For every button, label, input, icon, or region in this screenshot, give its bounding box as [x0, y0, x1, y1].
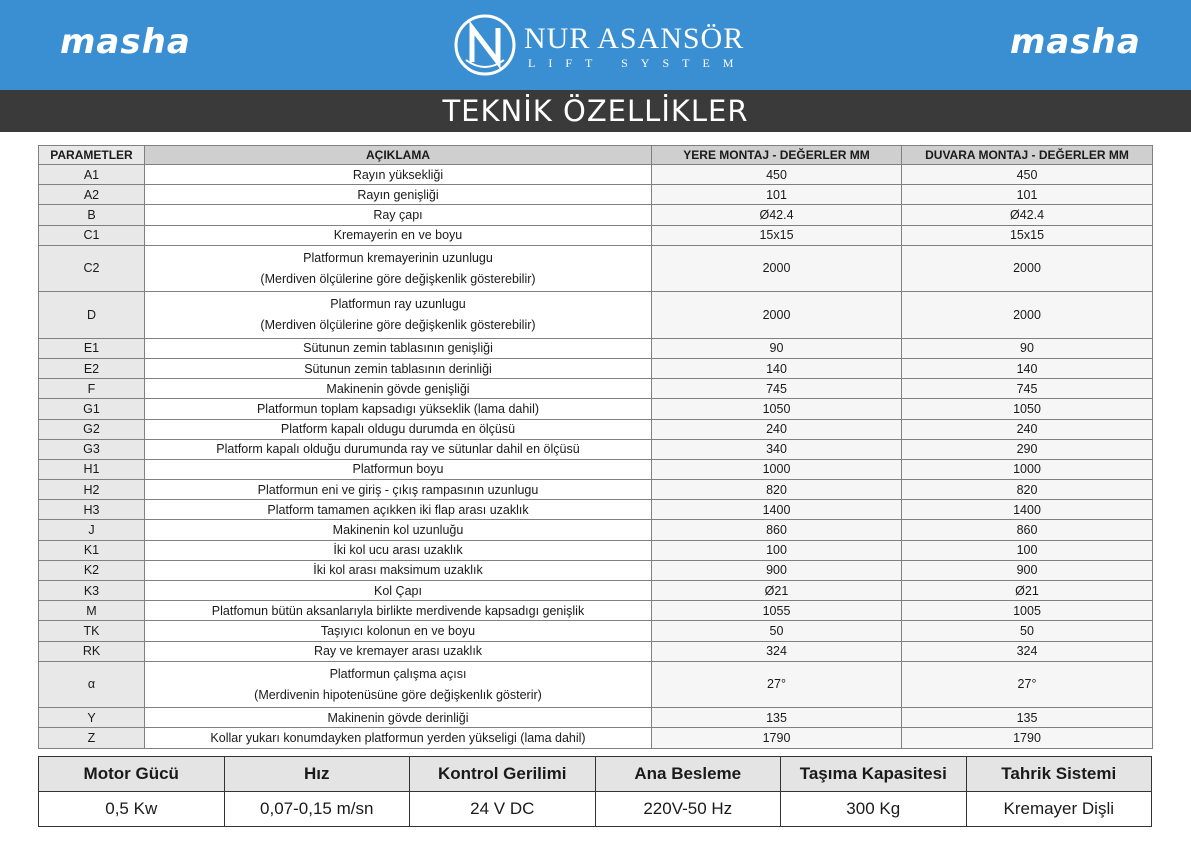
row-parameter-code: E1: [39, 338, 145, 358]
row-floor-mount-value: 1400: [652, 500, 902, 520]
row-parameter-code: H1: [39, 459, 145, 479]
row-description-line: Platformun çalışma açısı: [329, 666, 467, 681]
row-floor-mount-value: 240: [652, 419, 902, 439]
row-description-line: Platformun toplam kapsadıgı yükseklik (lama dahil): [256, 401, 540, 416]
row-description-line: Platformun eni ve giriş - çıkış rampasının uzunlugu: [257, 482, 539, 497]
row-description-line: Platformun kremayerinin uzunlugu: [303, 250, 493, 265]
column-header-wall-mount: DUVARA MONTAJ - DEĞERLER MM: [902, 146, 1153, 165]
summary-header-capacity: Taşıma Kapasitesi: [781, 757, 967, 792]
row-parameter-code: H3: [39, 500, 145, 520]
row-description-line: Platform kapalı olduğu durumunda ray ve sütunlar dahil en ölçüsü: [216, 442, 580, 457]
row-description: [145, 292, 652, 339]
table-row: [39, 560, 1153, 580]
row-wall-mount-value: Ø21: [902, 581, 1153, 601]
summary-value-capacity: 300 Kg: [781, 792, 967, 827]
table-row: [39, 581, 1153, 601]
row-description-line: Kol Çapı: [374, 583, 422, 598]
row-parameter-code: A1: [39, 165, 145, 185]
row-floor-mount-value: 101: [652, 185, 902, 205]
row-wall-mount-value: 101: [902, 185, 1153, 205]
row-description: [145, 205, 652, 225]
row-wall-mount-value: 450: [902, 165, 1153, 185]
table-row: [39, 358, 1153, 378]
row-description: [145, 165, 652, 185]
table-row: [39, 205, 1153, 225]
row-description: [145, 358, 652, 378]
column-header-parameter: PARAMETLER: [39, 146, 145, 165]
company-logo: [452, 12, 752, 78]
table-row: [39, 419, 1153, 439]
spec-table-header-row: [39, 146, 1153, 165]
row-description: [145, 581, 652, 601]
row-wall-mount-value: 324: [902, 641, 1153, 661]
row-description-line: Rayın genişliği: [357, 187, 439, 202]
row-description: [145, 379, 652, 399]
table-row: [39, 708, 1153, 728]
summary-value-row: [39, 792, 1152, 827]
row-description-line: Makinenin gövde genişliği: [326, 381, 470, 396]
row-description-line: Makinenin gövde derinliği: [327, 710, 469, 725]
row-floor-mount-value: 1790: [652, 728, 902, 748]
summary-header-control-voltage: Kontrol Gerilimi: [410, 757, 596, 792]
row-wall-mount-value: Ø42.4: [902, 205, 1153, 225]
row-description-line: Platform kapalı oldugu durumda en ölçüsü: [280, 422, 516, 437]
logo-company-name: NUR ASANSÖR: [524, 22, 745, 55]
summary-value-motor-power: 0,5 Kw: [39, 792, 225, 827]
row-floor-mount-value: 50: [652, 621, 902, 641]
row-description-line: Ray çapı: [373, 207, 423, 222]
row-wall-mount-value: 745: [902, 379, 1153, 399]
row-description: [145, 708, 652, 728]
row-floor-mount-value: Ø21: [652, 581, 902, 601]
row-description-line: Sütunun zemin tablasının genişliği: [303, 341, 493, 356]
row-parameter-code: M: [39, 601, 145, 621]
row-parameter-code: TK: [39, 621, 145, 641]
row-wall-mount-value: 2000: [902, 245, 1153, 292]
summary-value-main-supply: 220V-50 Hz: [595, 792, 781, 827]
row-wall-mount-value: 1790: [902, 728, 1153, 748]
row-parameter-code: G3: [39, 439, 145, 459]
row-wall-mount-value: 820: [902, 480, 1153, 500]
row-floor-mount-value: 2000: [652, 292, 902, 339]
row-description-line: Makinenin kol uzunluğu: [332, 523, 464, 538]
row-floor-mount-value: 450: [652, 165, 902, 185]
summary-header-speed: Hız: [224, 757, 410, 792]
table-row: [39, 165, 1153, 185]
row-parameter-code: D: [39, 292, 145, 339]
table-row: [39, 641, 1153, 661]
row-description-line: İki kol ucu arası uzaklık: [333, 543, 463, 558]
row-description-line: Platform tamamen açıkken iki flap arası uzaklık: [267, 502, 529, 517]
row-wall-mount-value: 50: [902, 621, 1153, 641]
row-parameter-code: RK: [39, 641, 145, 661]
row-description: [145, 245, 652, 292]
row-description: [145, 728, 652, 748]
row-floor-mount-value: 1055: [652, 601, 902, 621]
summary-value-drive-system: Kremayer Dişli: [966, 792, 1152, 827]
spec-table: [38, 145, 1153, 749]
row-description: [145, 480, 652, 500]
row-floor-mount-value: Ø42.4: [652, 205, 902, 225]
row-description: [145, 621, 652, 641]
row-parameter-code: C1: [39, 225, 145, 245]
row-wall-mount-value: 15x15: [902, 225, 1153, 245]
row-description-line: Platformun ray uzunlugu: [330, 297, 466, 311]
row-parameter-code: K3: [39, 581, 145, 601]
column-header-description: AÇIKLAMA: [145, 146, 652, 165]
row-wall-mount-value: 2000: [902, 292, 1153, 339]
logo-emblem-icon: [452, 12, 518, 78]
table-row: [39, 728, 1153, 748]
row-description-line: Platfomun bütün aksanlarıyla birlikte merdivende kapsadıgı genişlik: [211, 603, 585, 618]
table-row: [39, 225, 1153, 245]
row-floor-mount-value: 900: [652, 560, 902, 580]
title-bar: [0, 90, 1191, 132]
row-parameter-code: A2: [39, 185, 145, 205]
row-description: [145, 500, 652, 520]
row-description-line: Kremayerin en ve boyu: [333, 228, 463, 243]
row-wall-mount-value: 290: [902, 439, 1153, 459]
row-wall-mount-value: 860: [902, 520, 1153, 540]
row-description: [145, 540, 652, 560]
row-description-line: Sütunun zemin tablasının derinliği: [304, 361, 492, 376]
table-row: [39, 601, 1153, 621]
row-parameter-code: Y: [39, 708, 145, 728]
logo-tagline: LIFT SYSTEM: [528, 56, 747, 70]
row-wall-mount-value: 900: [902, 560, 1153, 580]
row-wall-mount-value: 1005: [902, 601, 1153, 621]
row-description: [145, 661, 652, 708]
table-row: [39, 185, 1153, 205]
row-wall-mount-value: 135: [902, 708, 1153, 728]
table-row: [39, 245, 1153, 292]
brand-logo-right: masha: [1010, 22, 1141, 62]
summary-value-speed: 0,07-0,15 m/sn: [224, 792, 410, 827]
row-parameter-code: E2: [39, 358, 145, 378]
table-row: [39, 480, 1153, 500]
row-parameter-code: H2: [39, 480, 145, 500]
table-row: [39, 500, 1153, 520]
row-description: [145, 439, 652, 459]
row-parameter-code: Z: [39, 728, 145, 748]
table-row: [39, 399, 1153, 419]
row-floor-mount-value: 820: [652, 480, 902, 500]
summary-header-drive-system: Tahrik Sistemi: [966, 757, 1152, 792]
summary-header-main-supply: Ana Besleme: [595, 757, 781, 792]
row-description-note: (Merdiven ölçülerine göre değişkenlik gösterebilir): [260, 318, 536, 332]
row-description: [145, 399, 652, 419]
row-parameter-code: B: [39, 205, 145, 225]
row-floor-mount-value: 100: [652, 540, 902, 560]
row-wall-mount-value: 140: [902, 358, 1153, 378]
brand-logo-left: masha: [60, 22, 191, 62]
row-description: [145, 419, 652, 439]
header-bar: [0, 0, 1191, 90]
table-row: [39, 459, 1153, 479]
summary-header-motor-power: Motor Gücü: [39, 757, 225, 792]
row-floor-mount-value: 1050: [652, 399, 902, 419]
column-header-floor-mount: YERE MONTAJ - DEĞERLER MM: [652, 146, 902, 165]
row-parameter-code: α: [39, 661, 145, 708]
row-floor-mount-value: 860: [652, 520, 902, 540]
row-wall-mount-value: 1400: [902, 500, 1153, 520]
row-floor-mount-value: 745: [652, 379, 902, 399]
row-description-line: Taşıyıcı kolonun en ve boyu: [320, 623, 476, 638]
row-description-note: (Merdiven ölçülerine göre değişkenlik gösterebilir): [260, 271, 536, 286]
table-row: [39, 292, 1153, 339]
row-description-note: (Merdivenin hipotenüsüne göre değişkenlık gösterir): [254, 687, 542, 702]
table-row: [39, 439, 1153, 459]
row-floor-mount-value: 1000: [652, 459, 902, 479]
row-description: [145, 225, 652, 245]
table-row: [39, 520, 1153, 540]
row-description: [145, 338, 652, 358]
row-floor-mount-value: 2000: [652, 245, 902, 292]
row-description: [145, 185, 652, 205]
row-wall-mount-value: 100: [902, 540, 1153, 560]
row-description: [145, 560, 652, 580]
row-floor-mount-value: 135: [652, 708, 902, 728]
row-floor-mount-value: 140: [652, 358, 902, 378]
table-row: [39, 661, 1153, 708]
row-wall-mount-value: 1050: [902, 399, 1153, 419]
row-wall-mount-value: 1000: [902, 459, 1153, 479]
table-row: [39, 338, 1153, 358]
row-floor-mount-value: 15x15: [652, 225, 902, 245]
spec-table-body: [39, 165, 1153, 749]
row-floor-mount-value: 27°: [652, 661, 902, 708]
summary-header-row: [39, 757, 1152, 792]
row-parameter-code: G1: [39, 399, 145, 419]
row-description-line: Kollar yukarı konumdayken platformun yerden yükseligi (lama dahil): [210, 731, 586, 746]
row-floor-mount-value: 90: [652, 338, 902, 358]
row-wall-mount-value: 90: [902, 338, 1153, 358]
table-row: [39, 379, 1153, 399]
row-parameter-code: K2: [39, 560, 145, 580]
row-description-line: Rayın yüksekliği: [352, 167, 444, 182]
row-description: [145, 641, 652, 661]
row-wall-mount-value: 240: [902, 419, 1153, 439]
row-description: [145, 601, 652, 621]
row-parameter-code: K1: [39, 540, 145, 560]
row-description: [145, 459, 652, 479]
row-floor-mount-value: 340: [652, 439, 902, 459]
row-description-line: Platformun boyu: [352, 462, 444, 477]
row-wall-mount-value: 27°: [902, 661, 1153, 708]
table-row: [39, 621, 1153, 641]
row-parameter-code: J: [39, 520, 145, 540]
summary-value-control-voltage: 24 V DC: [410, 792, 596, 827]
summary-table: [38, 756, 1152, 827]
page-title: TEKNİK ÖZELLİKLER: [442, 94, 749, 128]
row-parameter-code: C2: [39, 245, 145, 292]
row-floor-mount-value: 324: [652, 641, 902, 661]
row-parameter-code: F: [39, 379, 145, 399]
row-description: [145, 520, 652, 540]
row-description-line: İki kol arası maksimum uzaklık: [313, 563, 483, 578]
table-row: [39, 540, 1153, 560]
row-parameter-code: G2: [39, 419, 145, 439]
row-description-line: Ray ve kremayer arası uzaklık: [313, 644, 483, 659]
